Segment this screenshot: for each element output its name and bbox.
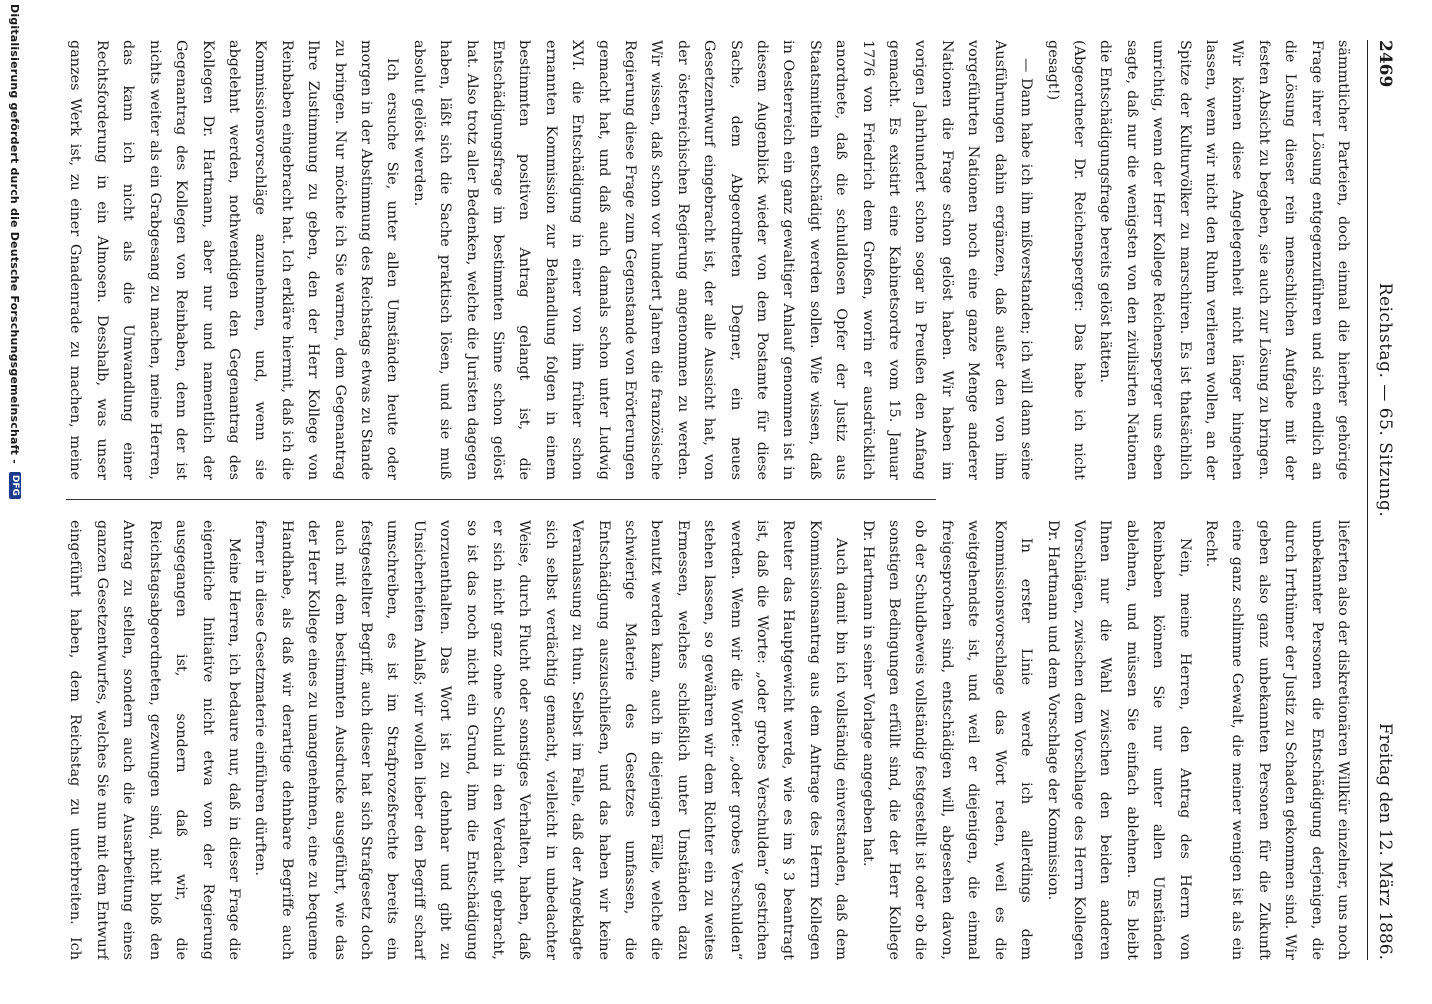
left-column [66, 40, 1356, 480]
page-number: 2469 [1375, 40, 1395, 88]
page-header [1367, 40, 1402, 960]
text-columns [66, 40, 1356, 960]
paragraph: In erster Linie werde ich allerdings dem Kommissionsvorschlage das Wort reden, weil es die weitgehendste ist, und weil er diejenigen, die einmal freigesprochen sind, entschädigen will, abgesehen davon, ob der Schuldbeweis vollständig festgestellt ist oder ob die sonstigen Bedingungen erfüllt sind, die der Herr Kollege Dr. Hartmann in seiner Vorlage angegeben hat. [859, 520, 1035, 960]
dfg-logo: DFG [9, 472, 21, 499]
paragraph: — Dann habe ich ihn mißverstanden; ich will dann seine Ausführungen dahin ergänzen, daß außer den von ihm vorgeführten Nationen noch eine ganze Menge anderer Nationen die Frage schon gelöst haben. Wir haben im vorigen Jahrhundert schon sogar in Preußen den Anfang gemacht. Es existirt eine Kabinetsordre vom 15. Januar 1776 von Friedrich dem Großen, worin er ausdrücklich anordnete, daß die schuldlosen Opfer der Justiz aus Staatsmitteln entschädigt werden sollen. Wie wissen, daß in Oesterreich ein ganz gewaltiger Anlauf genommen ist in diesem Augenblick wieder von dem Postamte für diese Sache, dem Abgeordneten Degner, ein neues Gesetzentwurf eingebracht ist, der alle Aussicht hat, von der österreichischen Regierung angenommen zu werden. Wir wissen, daß schon vor hundert Jahren die französische Regierung diese Frage zum Gegenstande von Erörterungen gemacht hat, und daß auch damals schon unter Ludwig XVI. die Entschädigung in einer von ihm früher schon ernannten Kommission zur Behandlung folgen in einem bestimmten positiven Antrag gelangt ist, die Entschädigungsfrage im bestimmten Sinne schon gelöst hat. Also trotz aller Bedenken, welche die Juristen dagegen haben, läßt sich die Sache praktisch lösen, und sie muß absolut gelöst werden. [410, 40, 1035, 480]
session-title: Reichstag. — 65. Sitzung. [1375, 282, 1395, 518]
paragraph: Meine Herren, ich bedaure nur, daß in dieser Frage die eigentliche Initiative nicht etwa von der Regierung ausgegangen ist, sondern daß wir, die Reichstagsabgeordneten, gezwungen sind, nicht bloß den Antrag zu stellen, sondern auch die Ausarbeitung eines ganzen Gesetzentwurfes, welches Sie nun mit dem Entwurf eingeführt haben, dem Reichstag zu unterbreiten. Ich [67, 520, 242, 960]
digitization-footer [6, 0, 24, 1004]
funding-note: Digitalisierung gefördert durch die Deutsche Forschungsgemeinschaft - [8, 4, 22, 464]
paragraph: Ich ersuche Sie, unter allen Umständen heute oder morgen in der Abstimmung des Reichstags etwas zu Stande zu bringen. Nur möchte ich Sie warnen, dem Gegenantrag Ihre Zustimmung zu geben, den der Herr Kollege von Reinbaben eingebracht hat. Ich erkläre hiermit, daß ich die Kommissionsvorschläge anzunehmen, und, wenn sie abgelehnt werden, nothwendigen den Gegenantrag des Kollegen Dr. Hartmann, aber nur und namentlich der Gegenantrag des Kollegen von Reinbaben, denn der ist nichts weiter als ein Grabgesang zu machen, meine Herren, das kann ich nicht als die Umwandlung einer Rechtsforderung in ein Almosen. Desshalb, was unser ganzes Werk ist, zu einer Gnadenrade zu machen, meine [67, 40, 401, 480]
paragraph: Auch damit bin ich vollständig einverstanden, daß dem Kommissionsantrag aus dem Antrage des Herrn Kollegen Reuter das Hauptgewicht werde, wie es im § 3 beantragt ist, daß die Worte: „oder grobes Verschulden“ gestrichen werden. Wenn wir die Worte: „oder grobes Verschulden“ stehen lassen, so gewähren wir dem Richter ein zu weites Ermessen, welches schließlich unter Umständen dazu benutzt werden kann, auch in diejenigen Fälle, welche die schwierige Materie des Gesetzes umfassen, die Entschädigung auszuschließen, und das haben wir keine Veranlassung zu thun. Selbst im Falle, daß der Angeklagte sich selbst verdächtig gemacht, vielleicht in unbedachter Weise, durch Flucht oder sonstiges Verhalten, haben, daß er sich nicht ganz ohne Schuld in den Verdacht gebracht, so ist das noch nicht ein Grund, ihm die Entschädigung vorzuenthalten. Das Wort ist zu dehnbar und gibt zu Unsicherheiten Anlaß; wir wollen lieber den Begriff scharf umschreiben, es ist im Strafprozeßrechte bereits ein festgestellter Begriff, auch dieser hat sich Strafgesetz doch auch mit dem bestimmten Ausdrucke ausgeführt, wie das der Herr Kollege eines zu unangenehmen, eine zu bequeme Handhabe, als daß wir derartige dehnbare Begriffe auch ferner in diese Gesetzmaterie einführen dürften. [252, 520, 850, 960]
paragraph: (Abgeordneter Dr. Reichensperger: Das habe ich nicht gesagt!) [1044, 40, 1087, 480]
paragraph: Nein, meine Herren, den Antrag des Herrn von Reinbaben können Sie nur unter allen Umständen ablehnen, und müssen Sie einfach ablehnen. Es bleibt Ihnen nur die Wahl zwischen den beiden anderen Vorschlägen, zwischen dem Vorschlage des Herrn Kollegen Dr. Hartmann und dem Vorschlage der Kommission. [1044, 520, 1193, 960]
paragraph: lieferten also der diskretionären Willkür einzelner, uns noch unbekannter Personen die Entschädigung derjenigen, die durch Irrthümer der Justiz zu Schaden gekommen sind. Wir geben also ganz unbekannten Personen für die Zukunft eine ganz schlimme Gewalt, die meiner wenigen ist als ein Recht. [1202, 520, 1351, 960]
session-date: Freitag den 12. März 1886. [1375, 722, 1395, 960]
paragraph: sämmtlicher Parteien, doch einmal die hierher gehörige Frage ihrer Lösung entgegenzuführen und sich endlich an die Lösung dieser rein menschlichen Aufgabe mit der festen Absicht zu begeben, sie auch zur Lösung zu bringen. Wir können diese Angelegenheit nicht länger hingehen lassen, wenn wir nicht den Ruhm verlieren wollen, an der Spitze der Kulturvölker zu marschiren. Es ist thatsächlich unrichtig, wenn der Herr Kollege Reichensperger uns eben sagte, daß nur die wenigsten von den zivilisirten Nationen die Entschädigungsfrage bereits gelöst hätten. [1097, 40, 1351, 480]
column-divider [66, 499, 936, 500]
right-column [66, 520, 1356, 960]
